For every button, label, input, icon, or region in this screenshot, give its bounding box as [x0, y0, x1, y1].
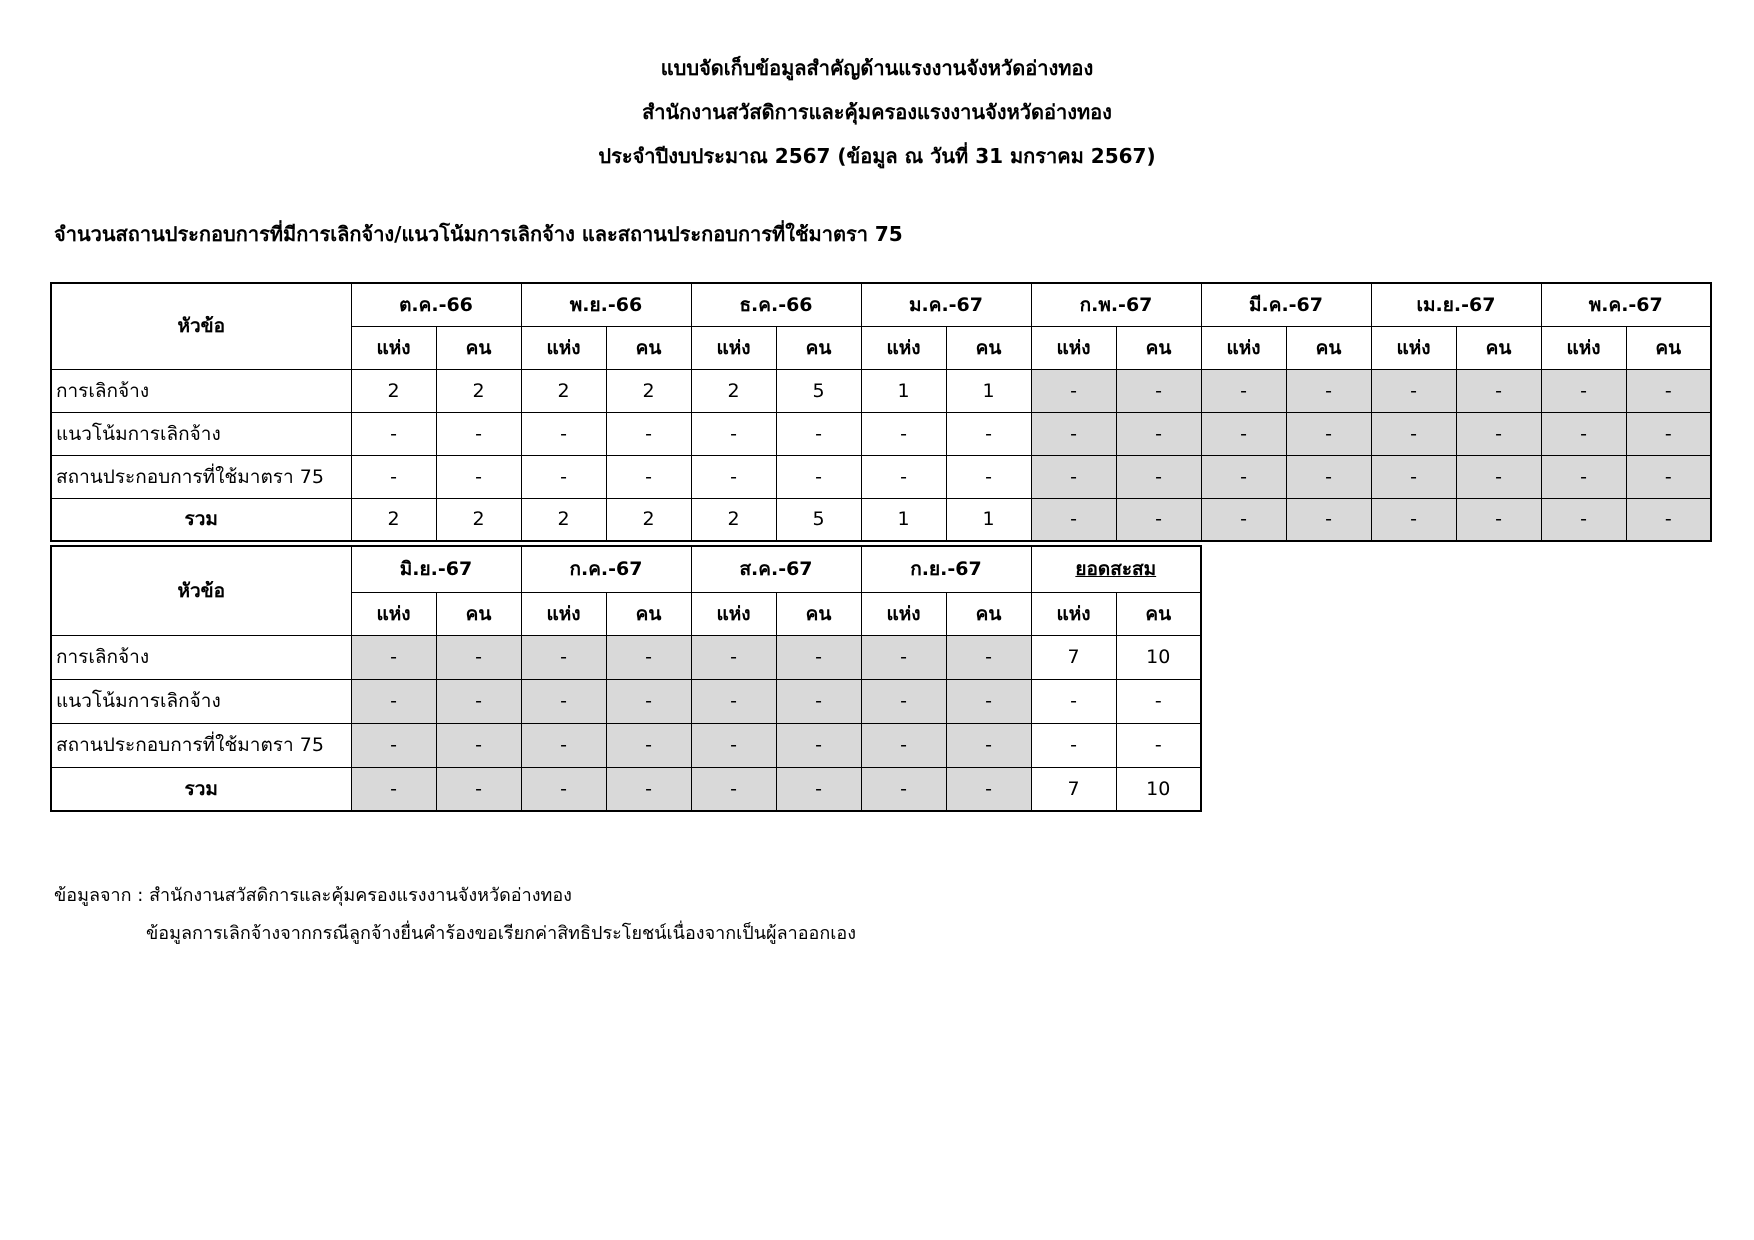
cell-places: -: [1201, 369, 1286, 412]
cell-persons: -: [606, 635, 691, 679]
cell-places: 2: [691, 369, 776, 412]
row-label: แนวโน้มการเลิกจ้าง: [51, 412, 351, 455]
cell-persons: 1: [946, 369, 1031, 412]
cell-persons: -: [1286, 412, 1371, 455]
cell-persons: 2: [436, 369, 521, 412]
month-header: ม.ค.-67: [861, 283, 1031, 326]
cell-places: -: [351, 723, 436, 767]
cell-persons: -: [1626, 455, 1711, 498]
cell-places: -: [1031, 412, 1116, 455]
cell-places: -: [1031, 455, 1116, 498]
cell-persons: 5: [776, 498, 861, 541]
cumulative-header: ยอดสะสม: [1031, 546, 1201, 592]
cell-places: -: [691, 679, 776, 723]
cell-persons: 10: [1116, 767, 1201, 811]
sub-header-persons: คน: [776, 326, 861, 369]
sub-header-persons: คน: [436, 326, 521, 369]
sub-header-places: แห่ง: [1201, 326, 1286, 369]
cell-places: -: [521, 412, 606, 455]
sub-header-places: แห่ง: [861, 326, 946, 369]
sub-header-places: แห่ง: [861, 592, 946, 635]
table-row: [51, 723, 1201, 767]
cell-places: -: [1031, 679, 1116, 723]
cell-places: -: [691, 635, 776, 679]
cell-persons: -: [436, 455, 521, 498]
month-header: ธ.ค.-66: [691, 283, 861, 326]
cell-persons: 2: [606, 498, 691, 541]
month-header: ต.ค.-66: [351, 283, 521, 326]
section-title: จำนวนสถานประกอบการที่มีการเลิกจ้าง/แนวโน้มการเลิกจ้าง และสถานประกอบการที่ใช้มาตรา 75: [54, 222, 903, 246]
cell-persons: -: [436, 723, 521, 767]
sub-header-places: แห่ง: [521, 326, 606, 369]
cell-places: -: [521, 679, 606, 723]
table-row: [51, 635, 1201, 679]
cell-persons: -: [1116, 498, 1201, 541]
cell-places: -: [521, 635, 606, 679]
month-header: มี.ค.-67: [1201, 283, 1371, 326]
cell-persons: -: [1116, 723, 1201, 767]
table-row: [51, 767, 1201, 811]
cell-places: -: [691, 767, 776, 811]
table-row: [51, 369, 1711, 412]
cell-places: 1: [861, 369, 946, 412]
month-header: ก.ย.-67: [861, 546, 1031, 592]
row-label: สถานประกอบการที่ใช้มาตรา 75: [51, 455, 351, 498]
cell-places: -: [861, 635, 946, 679]
cell-places: -: [351, 679, 436, 723]
row-label: แนวโน้มการเลิกจ้าง: [51, 679, 351, 723]
month-header: มิ.ย.-67: [351, 546, 521, 592]
cell-places: -: [521, 723, 606, 767]
cell-persons: -: [606, 723, 691, 767]
cell-persons: -: [776, 635, 861, 679]
cell-places: 7: [1031, 767, 1116, 811]
cell-persons: -: [1626, 369, 1711, 412]
cell-persons: -: [436, 767, 521, 811]
cell-places: -: [1371, 498, 1456, 541]
cell-persons: 10: [1116, 635, 1201, 679]
cell-persons: 5: [776, 369, 861, 412]
table-row: [51, 412, 1711, 455]
sub-header-places: แห่ง: [1541, 326, 1626, 369]
table-row: [51, 498, 1711, 541]
cell-persons: -: [1116, 455, 1201, 498]
cell-places: 2: [521, 498, 606, 541]
row-label: รวม: [51, 498, 351, 541]
cell-places: -: [351, 412, 436, 455]
topic-header: หัวข้อ: [51, 546, 351, 635]
cell-persons: -: [946, 412, 1031, 455]
month-header: พ.ค.-67: [1541, 283, 1711, 326]
row-label: การเลิกจ้าง: [51, 635, 351, 679]
row-label: รวม: [51, 767, 351, 811]
cell-persons: 1: [946, 498, 1031, 541]
sub-header-persons: คน: [1116, 326, 1201, 369]
sub-header-places: แห่ง: [1031, 326, 1116, 369]
cell-places: -: [1031, 723, 1116, 767]
sub-header-places: แห่ง: [521, 592, 606, 635]
sub-header-places: แห่ง: [1371, 326, 1456, 369]
cell-persons: -: [436, 679, 521, 723]
sub-header-persons: คน: [1116, 592, 1201, 635]
sub-header-persons: คน: [1626, 326, 1711, 369]
cell-places: -: [1541, 455, 1626, 498]
cell-places: 7: [1031, 635, 1116, 679]
table-jun-sep: [50, 545, 1202, 812]
sub-header-persons: คน: [946, 592, 1031, 635]
cell-places: -: [1371, 369, 1456, 412]
cell-persons: 2: [436, 498, 521, 541]
cell-places: -: [1541, 412, 1626, 455]
cell-persons: 2: [606, 369, 691, 412]
cell-places: -: [861, 723, 946, 767]
cell-places: -: [1541, 369, 1626, 412]
cell-places: -: [861, 455, 946, 498]
row-label: การเลิกจ้าง: [51, 369, 351, 412]
cell-persons: -: [606, 412, 691, 455]
sub-header-persons: คน: [606, 326, 691, 369]
sub-header-places: แห่ง: [1031, 592, 1116, 635]
cell-places: -: [1201, 498, 1286, 541]
cell-places: -: [1201, 455, 1286, 498]
cell-persons: -: [946, 635, 1031, 679]
cell-places: 1: [861, 498, 946, 541]
cell-places: -: [521, 455, 606, 498]
sub-header-places: แห่ง: [351, 592, 436, 635]
cell-places: -: [861, 767, 946, 811]
cell-places: -: [1541, 498, 1626, 541]
topic-header: หัวข้อ: [51, 283, 351, 369]
cell-places: -: [521, 767, 606, 811]
cell-places: -: [861, 412, 946, 455]
sub-header-persons: คน: [1286, 326, 1371, 369]
cell-persons: -: [776, 679, 861, 723]
cell-persons: -: [606, 679, 691, 723]
cell-places: -: [351, 455, 436, 498]
cell-persons: -: [946, 455, 1031, 498]
cell-persons: -: [1116, 412, 1201, 455]
cell-places: -: [351, 635, 436, 679]
month-header: ก.พ.-67: [1031, 283, 1201, 326]
cell-persons: -: [1286, 369, 1371, 412]
cell-persons: -: [606, 455, 691, 498]
cell-persons: -: [1456, 412, 1541, 455]
cell-persons: -: [1456, 455, 1541, 498]
sub-header-persons: คน: [606, 592, 691, 635]
sub-header-persons: คน: [776, 592, 861, 635]
cell-places: -: [691, 412, 776, 455]
cell-persons: -: [1626, 498, 1711, 541]
cell-persons: -: [946, 723, 1031, 767]
cell-places: -: [351, 767, 436, 811]
cell-persons: -: [776, 767, 861, 811]
cell-places: -: [1371, 412, 1456, 455]
cell-persons: -: [1626, 412, 1711, 455]
cell-persons: -: [1286, 455, 1371, 498]
sub-header-persons: คน: [1456, 326, 1541, 369]
cell-persons: -: [436, 635, 521, 679]
cell-persons: -: [776, 455, 861, 498]
cell-places: -: [861, 679, 946, 723]
cell-places: -: [691, 455, 776, 498]
table-row: [51, 679, 1201, 723]
report-title: แบบจัดเก็บข้อมูลสำคัญด้านแรงงานจังหวัดอ่างทอง: [660, 56, 1094, 80]
cell-places: -: [1031, 369, 1116, 412]
sub-header-persons: คน: [436, 592, 521, 635]
cell-places: -: [691, 723, 776, 767]
cell-persons: -: [946, 767, 1031, 811]
fiscal-year-line: ประจำปีงบประมาณ 2567 (ข้อมูล ณ วันที่ 31 มกราคม 2567): [598, 144, 1156, 168]
cell-persons: -: [776, 412, 861, 455]
month-header: พ.ย.-66: [521, 283, 691, 326]
sub-header-places: แห่ง: [691, 326, 776, 369]
table-oct-may: [50, 282, 1712, 542]
cell-places: -: [1371, 455, 1456, 498]
cell-places: 2: [351, 498, 436, 541]
month-header: เม.ย.-67: [1371, 283, 1541, 326]
row-label: สถานประกอบการที่ใช้มาตรา 75: [51, 723, 351, 767]
sub-header-persons: คน: [946, 326, 1031, 369]
cell-persons: -: [1456, 498, 1541, 541]
cell-persons: -: [1116, 679, 1201, 723]
cell-persons: -: [1116, 369, 1201, 412]
month-header: ส.ค.-67: [691, 546, 861, 592]
month-header: ก.ค.-67: [521, 546, 691, 592]
cell-places: 2: [351, 369, 436, 412]
cell-places: 2: [691, 498, 776, 541]
cell-persons: -: [1456, 369, 1541, 412]
cell-persons: -: [946, 679, 1031, 723]
cell-places: 2: [521, 369, 606, 412]
table-row: [51, 455, 1711, 498]
data-source: ข้อมูลจาก : สำนักงานสวัสดิการและคุ้มครองแรงงานจังหวัดอ่างทอง: [54, 885, 572, 906]
cell-persons: -: [606, 767, 691, 811]
cell-persons: -: [436, 412, 521, 455]
cell-persons: -: [776, 723, 861, 767]
cell-persons: -: [1286, 498, 1371, 541]
cell-places: -: [1031, 498, 1116, 541]
cell-places: -: [1201, 412, 1286, 455]
sub-header-places: แห่ง: [351, 326, 436, 369]
office-name: สำนักงานสวัสดิการและคุ้มครองแรงงานจังหวัดอ่างทอง: [642, 100, 1112, 124]
data-note: ข้อมูลการเลิกจ้างจากกรณีลูกจ้างยื่นคำร้องขอเรียกค่าสิทธิประโยชน์เนื่องจากเป็นผู้ลาออกเอง: [146, 923, 856, 944]
sub-header-places: แห่ง: [691, 592, 776, 635]
